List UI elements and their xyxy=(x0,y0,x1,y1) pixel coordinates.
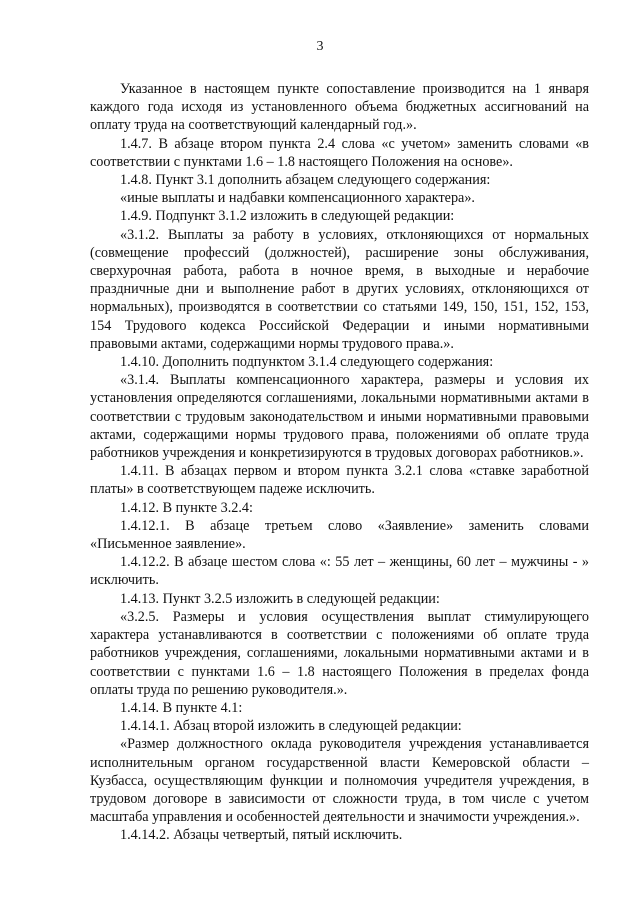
paragraph: «3.1.4. Выплаты компенсационного характера, размеры и условия их установления определяются соглашениями, локальными нормативными актами в соответствии с трудовым законодательством и иными нормативными правовыми актами, содержащими нормы трудового права, положениями об оплате труда работников учреждения и конкретизируются в трудовых договорах работников.». xyxy=(90,372,589,462)
page-number: 3 xyxy=(316,39,324,54)
paragraph: 1.4.11. В абзацах первом и втором пункта 3.2.1 слова «ставке заработной платы» в соответствующем падеже исключить. xyxy=(90,463,589,498)
paragraph: 1.4.7. В абзаце втором пункта 2.4 слова «с учетом» заменить словами «в соответствии с пунктами 1.6 – 1.8 настоящего Положения на основе». xyxy=(90,135,589,170)
paragraph: «3.1.2. Выплаты за работу в условиях, отклоняющихся от нормальных (совмещение профессий (должностей), расширение зоны обслуживания, сверхурочная работа, работа в ночное время, в выходные и нерабочие праздничные дни и выполнение работ в других условиях, отклоняющихся от нормальных), производятся в соответствии со статьями 149, 150, 151, 152, 153, 154 Трудового кодекса Российской Федерации и иными нормативными правовыми актами, содержащими нормы трудового права.». xyxy=(90,226,589,352)
paragraph: Указанное в настоящем пункте сопоставление производится на 1 января каждого года исходя из установленного объема бюджетных ассигнований на оплату труда на соответствующий календарный год.». xyxy=(90,81,589,134)
paragraph: 1.4.14. В пункте 4.1: xyxy=(120,699,243,716)
paragraph: «3.2.5. Размеры и условия осуществления выплат стимулирующего характера устанавливаются в соответствии с положениями об оплате труда работников учреждения, соглашениями, локальными нормативными актами и в соответствии с пунктами 1.6 – 1.8 настоящего Положения в пределах фонда оплаты труда по решению руководителя.». xyxy=(90,608,589,698)
paragraph: «иные выплаты и надбавки компенсационного характера». xyxy=(120,190,475,207)
paragraph: 1.4.8. Пункт 3.1 дополнить абзацем следующего содержания: xyxy=(120,172,491,189)
paragraph: 1.4.14.1. Абзац второй изложить в следующей редакции: xyxy=(120,718,462,735)
paragraph: 1.4.13. Пункт 3.2.5 изложить в следующей редакции: xyxy=(120,590,440,607)
paragraph: «Размер должностного оклада руководителя учреждения устанавливается исполнительным органом государственной власти Кемеровской области – Кузбасса, осуществляющим функции и полномочия учредителя учреждения, в трудовом договоре в зависимости от сложности труда, в том числе с учетом масштаба управления и особенностей деятельности и значимости учреждения.». xyxy=(90,736,589,826)
paragraph: 1.4.12. В пункте 3.2.4: xyxy=(120,499,253,516)
paragraph: 1.4.14.2. Абзацы четвертый, пятый исключить. xyxy=(120,827,403,844)
paragraph: 1.4.12.2. В абзаце шестом слова «: 55 лет – женщины, 60 лет – мужчины - » исключить. xyxy=(90,554,589,589)
paragraph: 1.4.10. Дополнить подпунктом 3.1.4 следующего содержания: xyxy=(120,354,494,371)
paragraph: 1.4.12.1. В абзаце третьем слово «Заявление» заменить словами «Письменное заявление». xyxy=(90,517,589,553)
paragraph: 1.4.9. Подпункт 3.1.2 изложить в следующей редакции: xyxy=(120,208,455,225)
document-body xyxy=(90,80,589,845)
